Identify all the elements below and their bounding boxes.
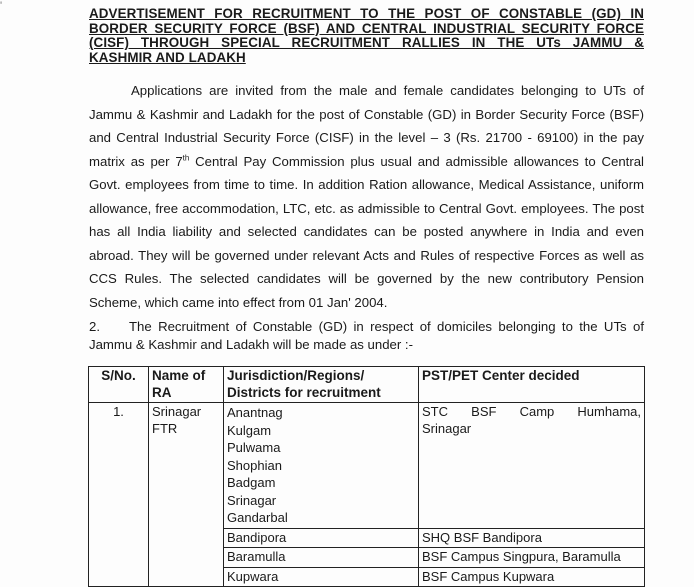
recruitment-rally-table <box>88 366 645 587</box>
center-cell: BSF Campus Singpura, Baramulla <box>419 548 645 568</box>
center-line-2: Srinagar <box>422 420 472 436</box>
advertisement-heading <box>89 7 644 65</box>
heading-line-4: KASHMIR AND LADAKH <box>89 49 246 65</box>
paragraph-2-number: 2. <box>89 319 100 334</box>
center-cell: SHQ BSF Bandipora <box>419 528 645 548</box>
row-sno: 1. <box>89 403 149 587</box>
header-jurisdiction: Jurisdiction/Regions/ Districts for recruitment <box>224 367 419 403</box>
district-item: Kulgam <box>227 422 272 438</box>
center-cell: BSF Campus Kupwara <box>419 567 645 587</box>
header-center: PST/PET Center decided <box>419 367 645 403</box>
district-item: Srinagar <box>227 492 277 508</box>
header-sno: S/No. <box>89 367 149 403</box>
corner-mark: ' <box>0 0 3 12</box>
paragraph-1-part-2: Central Pay Commission plus usual and admissible allowances to Central Govt. employees from time to time. In addition Ration allowance, Medical Assistance, uniform allowance, free accommodation, LTC, etc. as admissible to Central Govt. employees. The post has all India liability and selected candidates can be posted anywhere in India and even abroad. They will be governed under relevant Acts and Rules of respective Forces as well as CCS Rules. The selected candidates will be governed by the new contributory Pension Scheme, which came into effect from 01 Jan' 2004. <box>89 153 644 310</box>
table-row <box>89 403 645 529</box>
district-cell: Baramulla <box>224 548 419 568</box>
district-cell: Kupwara <box>224 567 419 587</box>
paragraph-1 <box>89 79 644 314</box>
district-item: Anantnag <box>227 405 283 420</box>
heading-line-2: BORDER SECURITY FORCE (BSF) AND CENTRAL INDUSTRIAL SECURITY FORCE <box>89 20 644 36</box>
center-line-1: STC BSF Camp Humhama, <box>422 404 641 419</box>
header-ra: Name of RA <box>149 367 224 403</box>
district-item: Pulwama <box>227 440 281 455</box>
district-item: Badgam <box>227 475 276 490</box>
heading-line-3: (CISF) THROUGH SPECIAL RECRUITMENT RALLIES IN THE UTs JAMMU & <box>89 35 644 50</box>
district-list <box>224 403 419 529</box>
heading-line-1: ADVERTISEMENT FOR RECRUITMENT TO THE POST OF CONSTABLE (GD) IN <box>89 6 644 21</box>
district-item: Gandarbal <box>227 510 288 525</box>
center-cell <box>419 403 645 529</box>
paragraph-2 <box>89 318 644 354</box>
paragraph-1-superscript: th <box>182 153 190 163</box>
district-cell: Bandipora <box>224 528 419 548</box>
paragraph-1-part-1: Applications are invited from the male and female candidates belonging to UTs of Jammu & Kashmir and Ladakh for the post of Constable (GD) in Border Security Force (BSF) and Central Industrial Security Force (CISF) in the level – 3 (Rs. 21700 - 69100) in the pay matrix as per 7 <box>89 83 644 169</box>
table-header-row <box>89 367 645 403</box>
paragraph-2-text: The Recruitment of Constable (GD) in respect of domiciles belonging to the UTs of Jammu & Kashmir and Ladakh will be made as under :- <box>89 319 644 352</box>
row-ra-name: Srinagar FTR <box>149 403 224 587</box>
district-item: Shophian <box>227 457 282 473</box>
